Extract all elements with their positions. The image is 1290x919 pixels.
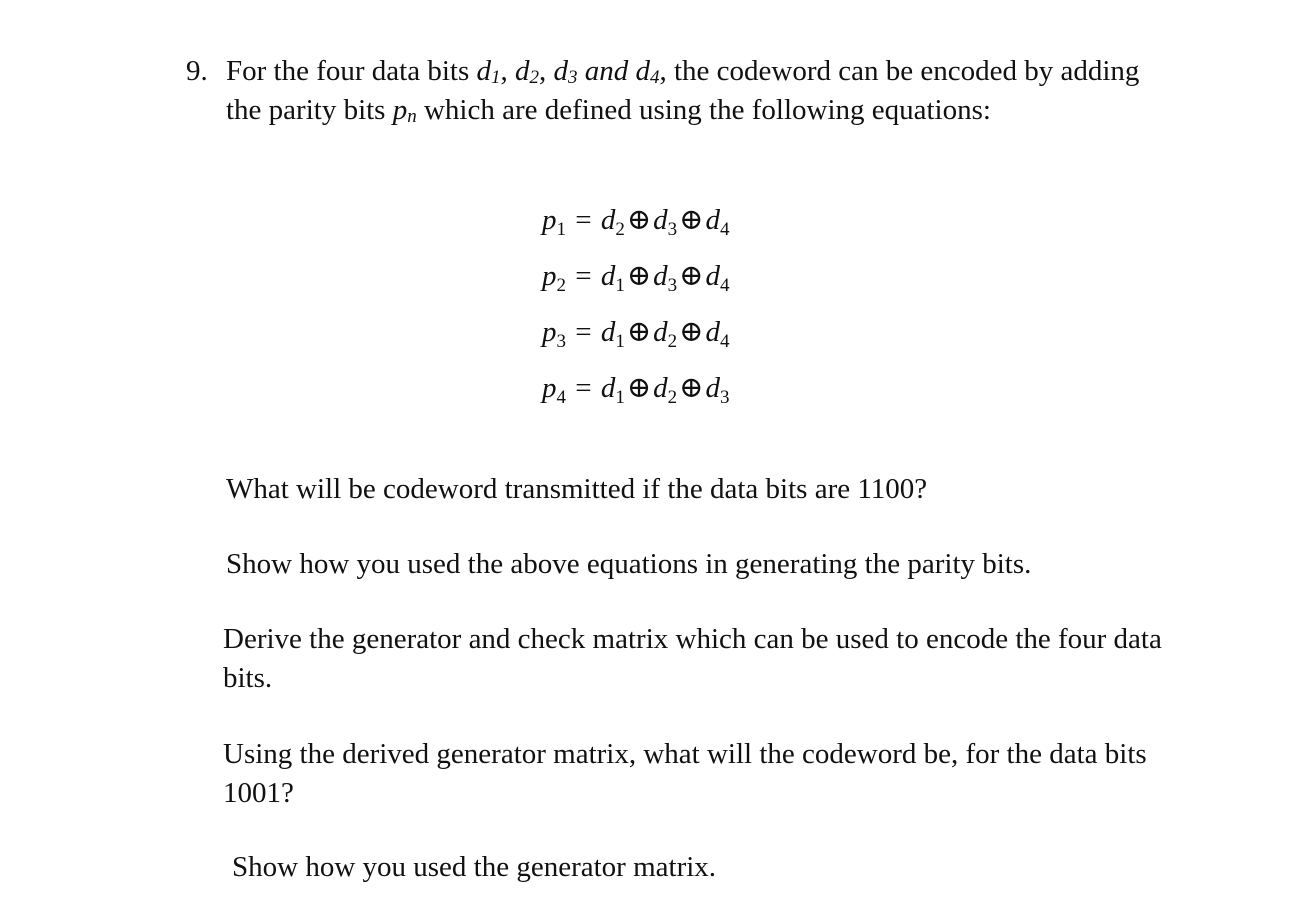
var-pn: $p_n$	[392, 94, 417, 127]
equation-p4: $p_4$ = $d_1\oplus d_2\oplus d_3$	[542, 372, 730, 408]
var-d3: $d_3$	[553, 55, 578, 88]
equation-p3: $p_3$ = $d_1\oplus d_2\oplus d_4$	[542, 316, 730, 352]
equation-p1: $p_1$ = $d_2\oplus d_3\oplus d_4$	[542, 204, 730, 240]
var-d2: $d_2$	[514, 55, 539, 88]
parity-equations	[542, 200, 729, 424]
equation-p2: $p_2$ = $d_1\oplus d_3\oplus d_4$	[542, 260, 730, 296]
var-d4: $d_4$	[635, 55, 660, 88]
question-number: 9.	[186, 55, 208, 87]
part-codeword-1001: Using the derived generator matrix, what will the codeword be, for the data bits 1001?	[223, 738, 1147, 809]
part-show-parity: Show how you used the above equations in generating the parity bits.	[226, 548, 1032, 580]
question-intro: For the four data bits $d_1$, $d_2$, $d_3$ and $d_4$, the codeword can be encoded by adding the parity bits $p_n$ which are defined using the following equations:	[226, 55, 1140, 127]
part-codeword-1100: What will be codeword transmitted if the data bits are 1100?	[226, 473, 928, 505]
part-show-generator: Show how you used the generator matrix.	[232, 851, 717, 883]
var-d1: $d_1$	[476, 55, 501, 88]
part-derive-matrices: Derive the generator and check matrix which can be used to encode the four data bits.	[223, 623, 1162, 694]
